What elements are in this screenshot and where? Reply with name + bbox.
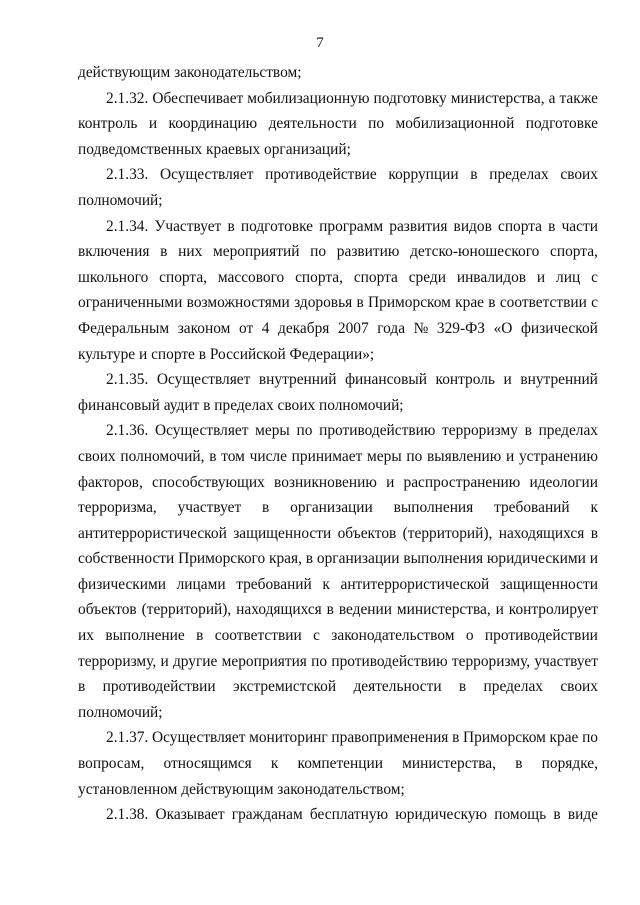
word: участвует: [534, 652, 598, 670]
word: министерства,: [396, 601, 491, 619]
word: крае: [549, 729, 579, 747]
text-line: [78, 649, 598, 675]
word: в: [196, 627, 204, 645]
word: правоприменения: [331, 729, 449, 747]
word: относящимся: [163, 755, 252, 773]
word: антитеррористической: [78, 524, 227, 542]
word: 2.1.32.: [106, 89, 149, 107]
word: пределах: [489, 166, 549, 184]
text-line: [78, 418, 598, 444]
text-line: [78, 802, 598, 828]
word: Приморском: [463, 729, 546, 747]
word: также: [559, 89, 598, 107]
word: принимает: [291, 447, 363, 465]
paragraph: [78, 86, 598, 163]
word: в: [452, 729, 460, 747]
page-number: 7: [316, 35, 324, 51]
word: и: [589, 550, 598, 568]
word: с: [591, 294, 598, 312]
word: порядке,: [541, 755, 598, 773]
word: развития: [389, 217, 448, 235]
word: своих: [78, 447, 116, 465]
word: с: [313, 627, 320, 645]
word: а: [548, 89, 556, 107]
text-line: [78, 725, 598, 751]
word: них: [178, 243, 203, 261]
word: среди: [408, 268, 446, 286]
word: Участвует: [154, 217, 222, 235]
word: устранению: [518, 447, 598, 465]
word: вопросам,: [78, 755, 145, 773]
text-line: [78, 572, 598, 598]
word: школьного: [78, 268, 149, 286]
word: подготовке: [240, 217, 314, 235]
word: собственности: [78, 550, 175, 568]
word: защищенности: [499, 575, 598, 593]
word: 2.1.35.: [106, 371, 149, 389]
word: объектов: [78, 601, 137, 619]
text-line: полномочий;: [78, 703, 163, 721]
word: финансовый: [345, 371, 427, 389]
word: 2.1.36.: [106, 422, 149, 440]
word: Осуществляет: [152, 729, 246, 747]
word: виде: [567, 806, 598, 824]
text-line: [78, 162, 598, 188]
paragraph: [78, 725, 598, 802]
word: находящихся: [498, 524, 585, 542]
document-body: [78, 60, 598, 828]
word: выявлению: [427, 447, 502, 465]
word: способствующих: [152, 473, 265, 491]
word: и: [505, 447, 515, 465]
text-line: действующим законодательством;: [78, 64, 302, 81]
word: (территорий),: [141, 601, 232, 619]
word: массового: [217, 268, 285, 286]
word: противодействию: [331, 652, 448, 670]
word: возможностями: [186, 294, 290, 312]
word: в: [515, 755, 523, 773]
word: в: [78, 678, 86, 696]
text-line: [78, 623, 598, 649]
word: видов: [453, 217, 492, 235]
word: внутренний: [258, 371, 337, 389]
word: ведении: [338, 601, 392, 619]
word: Федеральным: [78, 319, 170, 337]
word: по: [582, 729, 598, 747]
word: антитеррористической: [340, 575, 490, 593]
word: спорта: [497, 217, 542, 235]
word: в: [326, 601, 334, 619]
word: законом: [177, 319, 231, 337]
word: и: [148, 115, 158, 133]
word: мобилизационной: [395, 115, 515, 133]
text-line: полномочий;: [78, 191, 163, 209]
word: министерства,: [402, 755, 496, 773]
word: числе: [249, 447, 287, 465]
paragraph: [78, 214, 598, 368]
word: контроль: [435, 371, 495, 389]
word: объектов: [337, 524, 397, 542]
word: министерства,: [450, 89, 545, 107]
word: включения: [78, 243, 150, 261]
word: в: [227, 217, 235, 235]
word: факторов,: [78, 473, 143, 491]
word: физическими: [78, 575, 167, 593]
word: мероприятий: [213, 243, 300, 261]
word: спорта,: [159, 268, 208, 286]
word: защищенности: [233, 524, 332, 542]
word: законодательством: [331, 627, 455, 645]
text-line: [78, 470, 598, 496]
word: мониторинг: [249, 729, 328, 747]
word: гражданам: [231, 806, 303, 824]
word: юридическими: [486, 550, 586, 568]
word: соответствии: [499, 294, 587, 312]
word: требований: [494, 499, 570, 517]
word: к: [270, 755, 279, 773]
word: 2.1.34.: [106, 217, 149, 235]
word: том: [221, 447, 245, 465]
word: противодействии: [484, 627, 598, 645]
word: декабря: [278, 319, 330, 337]
word: физической: [520, 319, 598, 337]
word: выполнения: [393, 499, 474, 517]
word: в: [458, 678, 467, 696]
word: и: [160, 652, 169, 670]
word: пределах: [538, 422, 598, 440]
word: развитию: [336, 243, 400, 261]
text-line: [78, 111, 598, 137]
text-line: подведомственных краевых организаций;: [78, 140, 351, 158]
word: крае: [455, 294, 484, 312]
word: Оказывает: [155, 806, 225, 824]
word: о: [465, 627, 474, 645]
word: контролирует: [508, 601, 598, 619]
word: коррупции: [388, 166, 459, 184]
word: в: [488, 294, 496, 312]
word: противодействии: [102, 678, 216, 696]
text-line: [78, 674, 598, 700]
text-line: [78, 367, 598, 393]
text-line: [78, 597, 598, 623]
word: бесплатную: [309, 806, 389, 824]
word: координацию: [168, 115, 258, 133]
word: спорта,: [295, 268, 343, 286]
word: Обеспечивает: [152, 89, 244, 107]
word: года: [377, 319, 406, 337]
word: в: [209, 447, 217, 465]
word: 2.1.37.: [106, 729, 149, 747]
word: здоровья: [294, 294, 353, 312]
word: в: [470, 166, 478, 184]
text-line: [78, 265, 598, 291]
word: в: [160, 243, 168, 261]
word: организации: [316, 550, 400, 568]
word: своих: [560, 678, 598, 696]
word: внутренний: [520, 371, 598, 389]
word: в: [356, 294, 364, 312]
word: терроризму,: [78, 652, 157, 670]
word: по: [311, 652, 328, 670]
text-line: культуре и спорте в Российской Федерации»;: [78, 345, 375, 363]
word: распространению: [403, 473, 521, 491]
word: 2.1.38.: [106, 806, 149, 824]
word: деятельности: [353, 678, 442, 696]
word: противодействию: [319, 422, 436, 440]
word: лицами: [176, 575, 226, 593]
word: юридическую: [395, 806, 488, 824]
word: №: [413, 319, 429, 337]
text-line: финансовый аудит в пределах своих полномочий;: [78, 396, 404, 414]
word: помощь: [494, 806, 547, 824]
word: участвует: [177, 499, 242, 517]
text-line: [78, 495, 598, 521]
word: противодействие: [265, 166, 377, 184]
text-line: [78, 316, 598, 342]
word: края,: [269, 550, 302, 568]
word: находящихся: [236, 601, 322, 619]
word: Осуществляет: [160, 166, 254, 184]
word: идеологии: [529, 473, 598, 491]
word: по: [310, 243, 327, 261]
paragraph: [78, 162, 598, 213]
word: по: [368, 115, 385, 133]
word: выполнение: [105, 627, 185, 645]
word: требований: [236, 575, 312, 593]
word: в: [553, 806, 561, 824]
text-line: [78, 751, 598, 777]
word: к: [590, 499, 598, 517]
text-line: [78, 86, 598, 112]
paragraph: [78, 60, 598, 86]
word: в: [590, 524, 598, 542]
word: части: [561, 217, 598, 235]
word: подготовке: [525, 115, 598, 133]
text-line: [78, 444, 598, 470]
word: организации: [290, 499, 373, 517]
word: экстремистской: [232, 678, 337, 696]
word: лиц: [556, 268, 581, 286]
word: пределах: [483, 678, 543, 696]
text-line: [78, 290, 598, 316]
text-line: установленном действующим законодательством;: [78, 780, 405, 798]
word: в: [524, 422, 532, 440]
word: Приморского: [178, 550, 266, 568]
word: и: [386, 473, 395, 491]
word: деятельности: [268, 115, 357, 133]
word: с: [591, 268, 598, 286]
word: мероприятия: [221, 652, 307, 670]
word: меры: [255, 422, 290, 440]
word: в: [548, 217, 556, 235]
paragraph: [78, 802, 598, 828]
word: Осуществляет: [155, 422, 249, 440]
word: 329-ФЗ: [436, 319, 485, 337]
word: Осуществляет: [156, 371, 251, 389]
word: подготовку: [373, 89, 447, 107]
word: 2.1.33.: [106, 166, 149, 184]
word: программ: [319, 217, 384, 235]
text-line: [78, 546, 598, 572]
word: от: [238, 319, 254, 337]
word: полномочий,: [120, 447, 205, 465]
word: по: [296, 422, 313, 440]
paragraph: [78, 418, 598, 725]
word: детско-юношеского: [410, 243, 540, 261]
word: 2007: [337, 319, 369, 337]
word: и: [536, 268, 546, 286]
word: своих: [560, 166, 598, 184]
word: выполнения: [403, 550, 484, 568]
word: ограниченными: [78, 294, 183, 312]
word: терроризма,: [78, 499, 157, 517]
word: и: [495, 601, 504, 619]
word: возникновению: [274, 473, 377, 491]
text-line: [78, 521, 598, 547]
word: (территорий),: [402, 524, 493, 542]
word: соответствии: [214, 627, 302, 645]
word: спорта,: [550, 243, 598, 261]
word: и: [503, 371, 512, 389]
word: в: [262, 499, 270, 517]
paragraph: [78, 367, 598, 418]
text-line: [78, 214, 598, 240]
word: компетенции: [297, 755, 383, 773]
word: в: [305, 550, 314, 568]
word: мобилизационную: [247, 89, 370, 107]
word: их: [78, 627, 94, 645]
word: меры: [367, 447, 402, 465]
text-line: [78, 239, 598, 265]
word: Приморском: [368, 294, 451, 312]
word: инвалидов: [456, 268, 527, 286]
word: другие: [172, 652, 218, 670]
word: терроризму: [442, 422, 518, 440]
word: 4: [261, 319, 270, 337]
word: терроризму,: [451, 652, 531, 670]
word: к: [322, 575, 330, 593]
word: «О: [493, 319, 513, 337]
word: по: [406, 447, 423, 465]
word: контроль: [78, 115, 138, 133]
word: спорта: [353, 268, 398, 286]
